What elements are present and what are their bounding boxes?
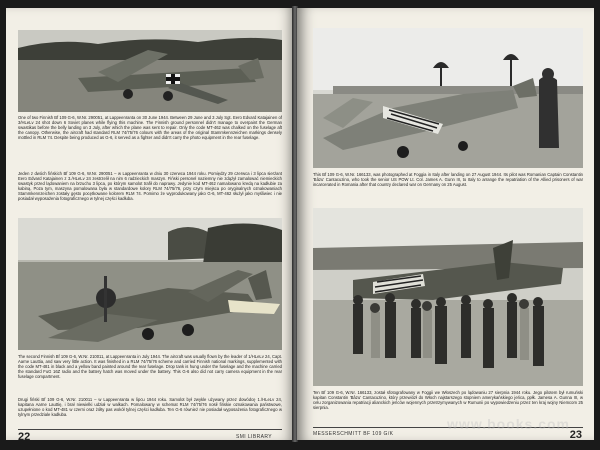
footer-rule: [18, 429, 282, 430]
page-number-right: 23: [569, 429, 582, 441]
photo-finnish-bf109-mt462: [18, 30, 282, 112]
photo-romanian-bf109-landed: [313, 28, 583, 168]
running-head-left: SMI LIBRARY: [236, 434, 272, 440]
running-head-right: MESSERSCHMITT BF 109 G/K: [313, 431, 394, 437]
photo-romanian-bf109-crowd: [313, 208, 583, 386]
left-page: [6, 8, 294, 443]
caption-mt462-en: One of two Finnish Bf 109 G-6, W.Nr. 290051, at Lappeenranta on 30 June 1944. Between 29 June and 3 July Sgt. Eero Edvard Katajainen of 3/HLeLv 24 shot down 6 Soviet planes while flying this machine. The Finnish ground personnel didn't manage to overpaint the German swastikas before the belly landing on 3 July, after which the plane was sent to repair. Only the code MT-462 was chalked on the fuselage aft the canopy. Otherwise, the aircraft had standard RLM 74/75/76 colours with the areas of the original Stammkennzeichen markings densely mottled in RLM 74. Despite being produced as G-6, it served as a fighter and didn't carry the photo equipment in the rear fuselage.: [18, 115, 282, 141]
caption-mt481-pl: Drugi fiński Bf 109 G-6, W.Nr. 210011 – w Lappeenranta w lipcu 1944 roku. Samolot był zwykle używany przez dowódcę 1./HLeLv 24, kapitana Aarne Lauttię, i brał niewielki udział w walkach. Pomalowany w schemat RLM 74/75/76 nosił fińskie oznakowania państwowe, uzupełnione o kod MT-481 w czerni oraz żółty pas wokół tylnej części kadłuba. Ten G-6 również nie posiadał wyposażenia fotograficznego w tylnym przedziale kadłuba.: [18, 397, 282, 418]
right-page: [297, 8, 594, 440]
photo-finnish-bf109-mt481: [18, 218, 282, 350]
caption-foggia-pl: Ten Bf 109 G-6, W.Nr. 166133, został sfotografowany w Foggii we Włoszech po lądowaniu 27 sierpnia 1944 roku. Jego pilotem był rumuński kapitan Constantin 'Bâzu' Cantacuzino, który przewiózł do Włoch najstarszego stopniem amerykańskiego jeńca, ppłk. Jamesa A. Gunna III, w celu zorganizowania repatriacji alianckich jeńców wojennych przetrzymywanych w Rumunii po wypowiedzeniu przez ten kraj wojny Niemcom 25 sierpnia.: [313, 390, 583, 411]
watermark: www.books.com: [447, 416, 570, 432]
page-number-left: 22: [18, 431, 31, 443]
caption-foggia-en: This Bf 109 G-6, W.Nr. 166133, was photographed at Foggia in Italy after landing on 27 August 1944. Its pilot was Romanian Captain Constantin 'Bâzu' Cantacuzino, who took the senior US POW Lt. Col. James A. Gunn III, to Italy to arrange the repatriation of the Allied prisoners of war incarcerated in Romania after that country declared war on Germany on 25 August.: [313, 172, 583, 188]
caption-mt481-en: The second Finnish Bf 109 G-6, W.Nr. 210011, at Lappeenranta in July 1944. The aircraft was usually flown by the leader of 1/HLeLv 24, Capt. Aarne Lauttia, and saw very little action. It was finished in a RLM 74/75/76 scheme and carried Finnish national markings, supplemented with the code MT-481 in black and a yellow band painted around the rear fuselage. Drop tank is hung under the fuselage and the machine carried the standard FuG 16Z radio and the battery hatch was moved under the battery. This G-6 also did not carry camera equipment in the rear fuselage compartment.: [18, 354, 282, 380]
caption-mt462-pl: Jeden z dwóch fińskich Bf 109 G-6, W.Nr. 290051 – w Lappeenranta w dniu 30 czerwca 1944 roku. Pomiędzy 29 czerwca i 3 lipca sierżant Eero Edvard Katajainen z 3./HLeLv 24 zestrzelił na nim 6 radzieckich maszyn. Fiński personel naziemny nie zdążył zamalować niemieckich swastyk przed lądowaniem na brzuchu 3 lipca, po którym samolot trafił do naprawy. Jedynie kod MT-462 namalowano kredą na kadłubie za kabiną. Poza tym, maszyna pomalowana była w standardowe kolory RLM 74/75/76, przy czym miejsca po oryginalnych oznakowaniach Stammkennzeichen zostały gęsto pocętkowane kolorem RLM 74. Pomimo że wyprodukowany jako G-6, MT-462 służył jako myśliwiec i nie posiadał wyposażenia fotograficznego w tylnej części kadłuba.: [18, 171, 282, 202]
